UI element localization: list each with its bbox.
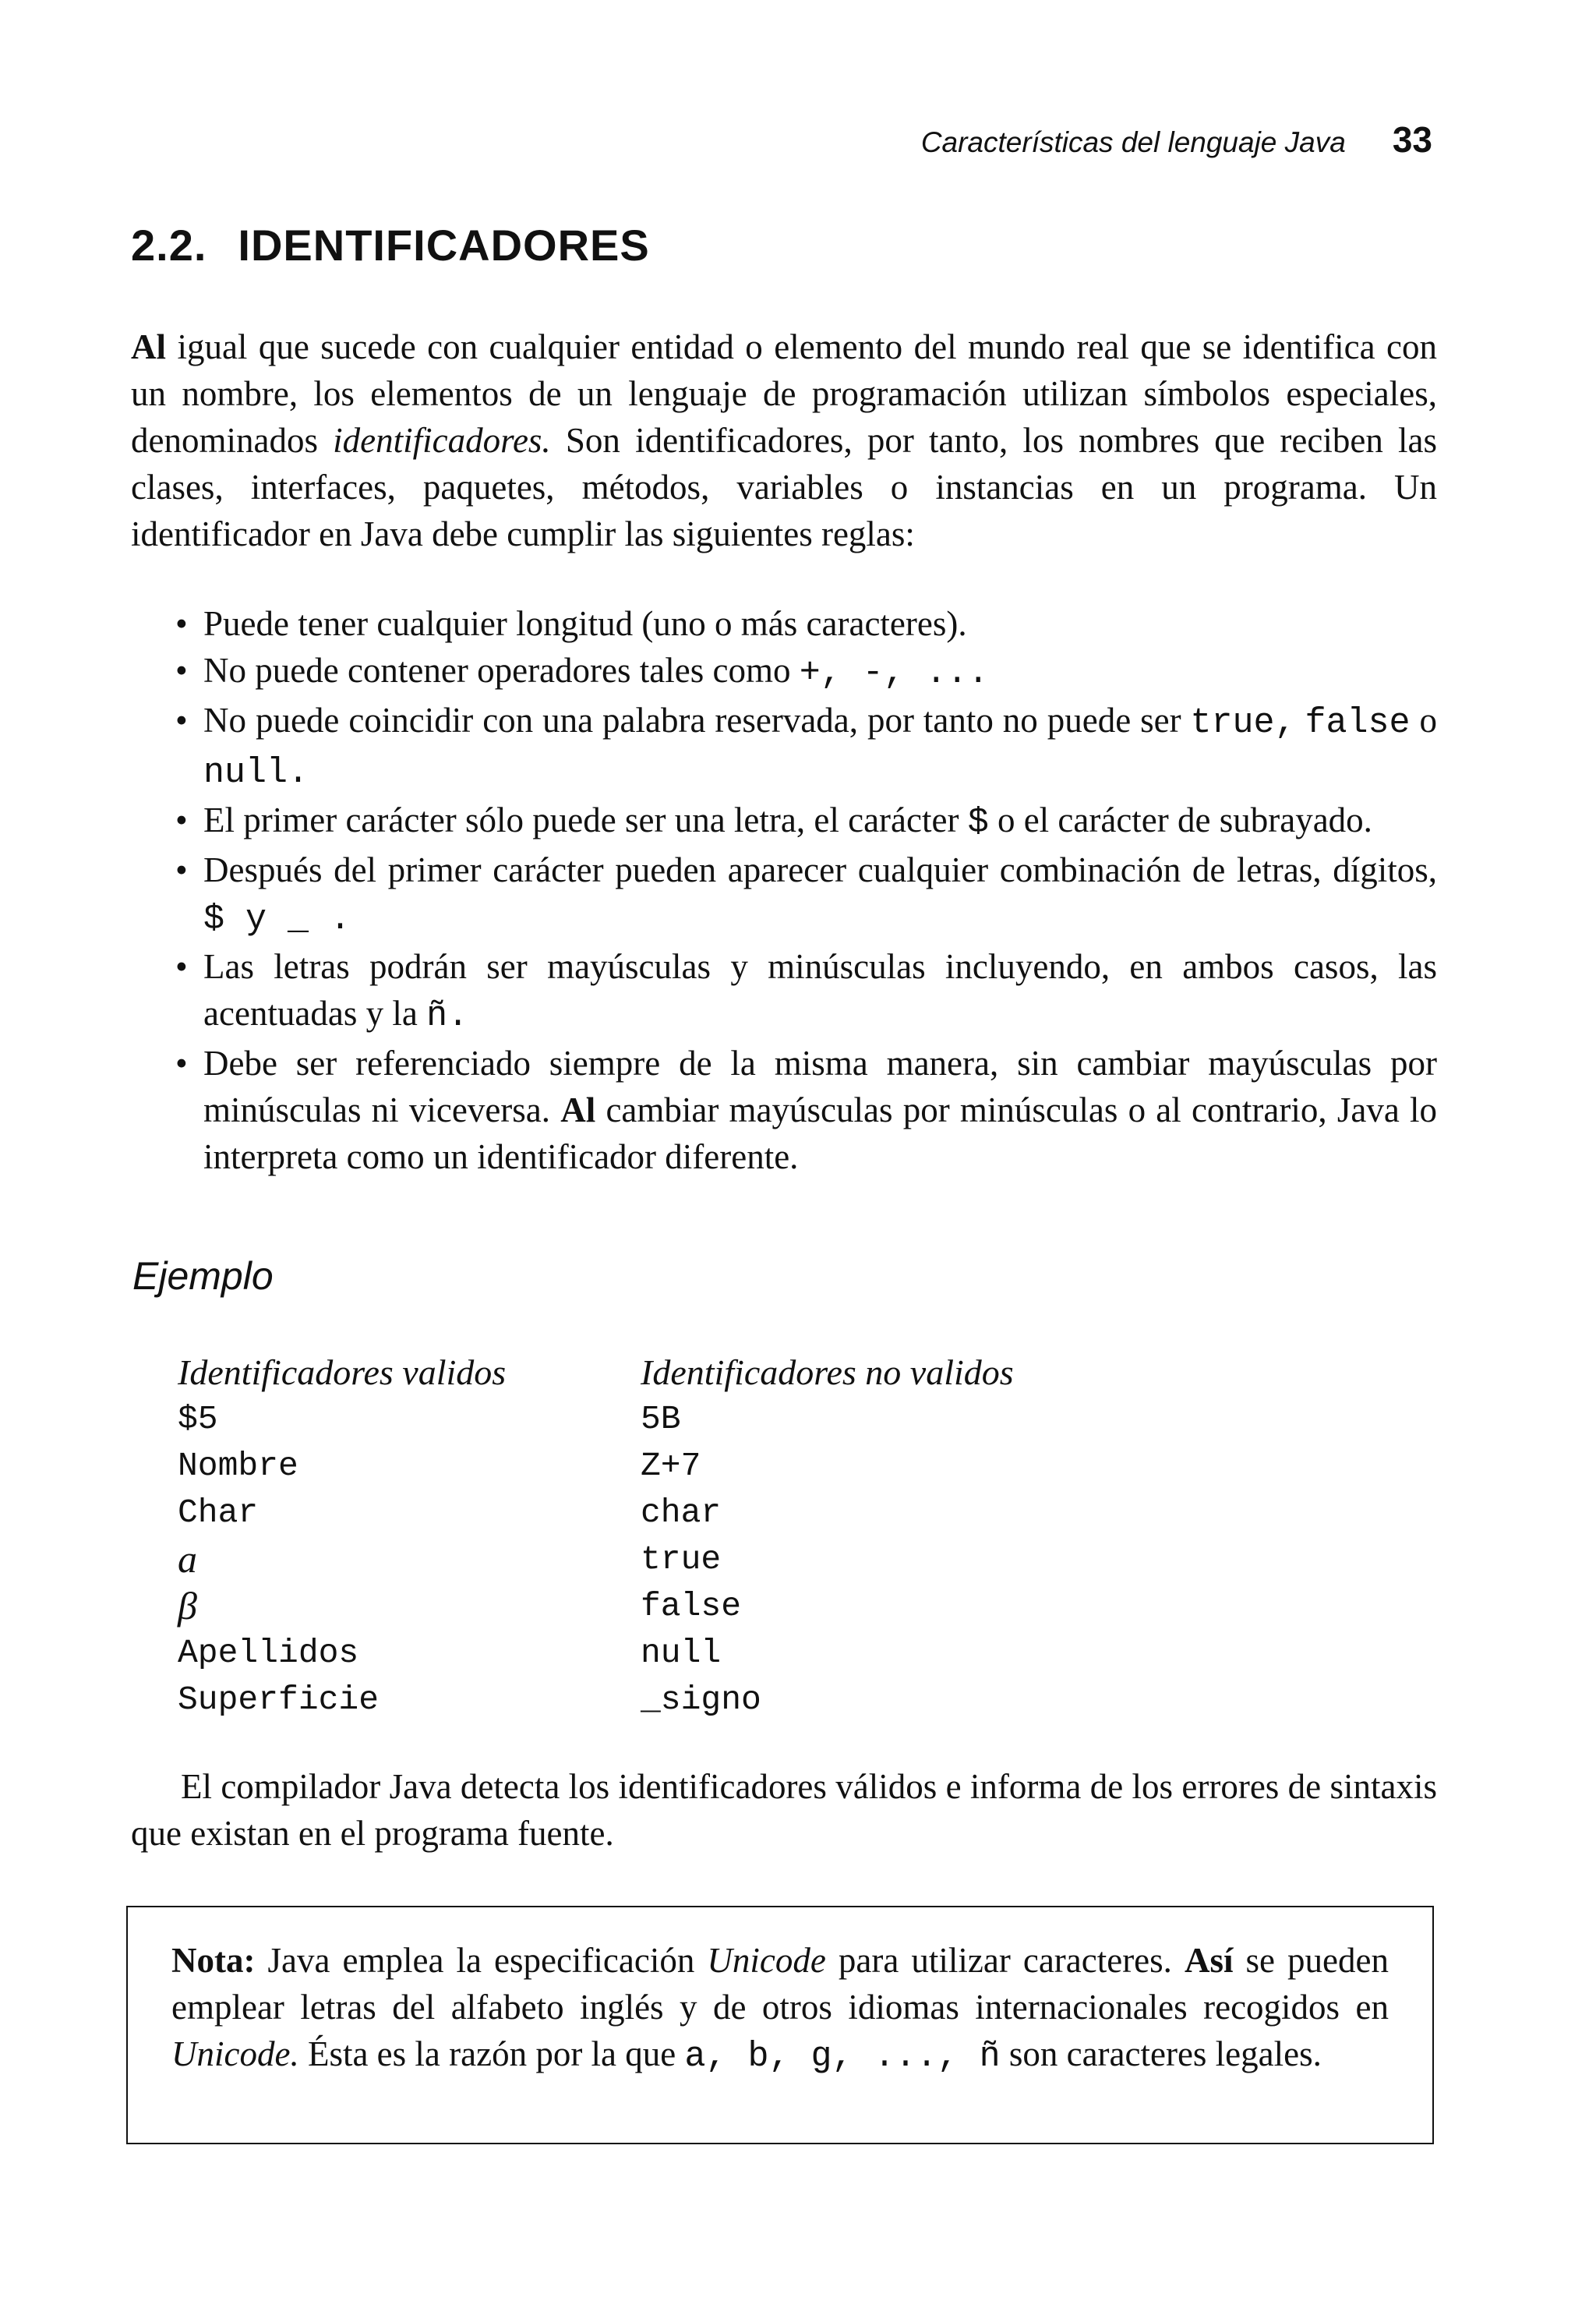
intro-term: identificadores. bbox=[333, 421, 551, 460]
note-chars: a, b, g, ..., ñ bbox=[684, 2037, 1001, 2076]
invalid-identifier: _signo bbox=[641, 1680, 761, 1719]
rule-code: false bbox=[1305, 703, 1411, 743]
rule-code: $ y _ . bbox=[203, 899, 351, 939]
rule-item bbox=[175, 697, 1437, 797]
table-row bbox=[178, 1582, 1014, 1629]
running-header bbox=[921, 118, 1432, 161]
rule-code: $ bbox=[967, 803, 989, 843]
example-heading: Ejemplo bbox=[132, 1254, 274, 1298]
rule-item bbox=[175, 600, 1437, 647]
rule-code: ñ. bbox=[426, 996, 469, 1036]
rule-item bbox=[175, 797, 1437, 846]
valid-identifier: Nombre bbox=[178, 1446, 298, 1485]
section-title-text: IDENTIFICADORES bbox=[238, 221, 650, 270]
note-paragraph bbox=[171, 1937, 1389, 2080]
conclusion-paragraph: El compilador Java detecta los identificadores válidos e informa de los errores de sintaxis que existan en el programa fuente. bbox=[131, 1767, 1437, 1853]
rule-bold: Al bbox=[560, 1090, 596, 1129]
rule-code: true, bbox=[1190, 703, 1296, 743]
note-text: Java emplea la especificación bbox=[255, 1941, 708, 1980]
invalid-identifier: true bbox=[641, 1539, 722, 1578]
valid-identifier: β bbox=[178, 1584, 197, 1628]
note-text: son caracteres legales. bbox=[1000, 2034, 1322, 2073]
rule-item bbox=[175, 846, 1437, 943]
valid-identifier: Superficie bbox=[178, 1680, 380, 1719]
note-box bbox=[126, 1906, 1434, 2144]
invalid-identifier: char bbox=[641, 1493, 722, 1532]
rule-code: null. bbox=[203, 753, 309, 793]
valid-column-header: Identificadores validos bbox=[178, 1352, 507, 1392]
table-row bbox=[178, 1395, 1014, 1442]
intro-part2: Son identificadores, por tanto, los nombres que reciben las clases, interfaces, paquetes, métodos, variables o instancias en un programa. Un identificador en Java debe cumplir las siguientes reglas: bbox=[131, 421, 1437, 553]
table-row bbox=[178, 1629, 1014, 1676]
rule-item bbox=[175, 647, 1437, 697]
page-number: 33 bbox=[1392, 119, 1432, 160]
rules-list bbox=[175, 600, 1437, 1180]
invalid-identifier: 5B bbox=[641, 1399, 681, 1438]
note-label: Nota: bbox=[171, 1941, 256, 1980]
identifiers-table bbox=[178, 1348, 1014, 1723]
valid-identifier: Char bbox=[178, 1493, 259, 1532]
valid-identifier: $5 bbox=[178, 1399, 218, 1438]
invalid-identifier: false bbox=[641, 1586, 742, 1625]
table-row bbox=[178, 1676, 1014, 1723]
rule-item bbox=[175, 1040, 1437, 1180]
running-title: Características del lenguaje Java bbox=[920, 126, 1346, 158]
valid-identifier: a bbox=[178, 1537, 197, 1581]
rule-item bbox=[175, 943, 1437, 1040]
invalid-identifier: Z+7 bbox=[641, 1446, 701, 1485]
section-number: 2.2. bbox=[131, 221, 207, 270]
table-row bbox=[178, 1442, 1014, 1489]
rule-text: Las letras podrán ser mayúsculas y minúsculas incluyendo, en ambos casos, las acentuadas y la bbox=[203, 947, 1437, 1033]
rule-text: Puede tener cualquier longitud (uno o más caracteres). bbox=[203, 604, 967, 643]
note-unicode: Unicode bbox=[707, 1941, 826, 1980]
rule-code: +, -, ... bbox=[799, 653, 989, 693]
rule-text: cambiar mayúsculas por minúsculas o al contrario, Java lo interpreta como un identificador diferente. bbox=[203, 1090, 1437, 1176]
rule-text: Después del primer carácter pueden aparecer cualquier combinación de letras, dígitos, bbox=[203, 850, 1437, 889]
rule-text: No puede contener operadores tales como bbox=[203, 651, 800, 690]
intro-paragraph bbox=[131, 323, 1437, 557]
note-text: para utilizar caracteres. bbox=[825, 1941, 1185, 1980]
intro-part1: igual que sucede con cualquier entidad o elemento del mundo real que se identifica con un nombre, los elementos de un lenguaje de programación utilizan símbolos especiales, denominados bbox=[131, 327, 1437, 460]
rule-text: o bbox=[1410, 701, 1438, 740]
rule-text: o el carácter de subrayado. bbox=[988, 801, 1372, 839]
table-row bbox=[178, 1489, 1014, 1536]
rule-text: No puede coincidir con una palabra reservada, por tanto no puede ser bbox=[203, 701, 1191, 740]
note-unicode: Unicode. bbox=[171, 2034, 299, 2073]
note-text: Ésta es la razón por la que bbox=[298, 2034, 685, 2073]
valid-identifier: Apellidos bbox=[178, 1633, 359, 1672]
rule-text: El primer carácter sólo puede ser una letra, el carácter bbox=[203, 801, 968, 839]
section-title bbox=[131, 220, 650, 270]
table-row bbox=[178, 1536, 1014, 1582]
invalid-column-header: Identificadores no validos bbox=[641, 1352, 1014, 1392]
intro-lead: Al bbox=[131, 327, 166, 366]
table-header-row bbox=[178, 1348, 1014, 1395]
note-asi: Así bbox=[1184, 1941, 1234, 1980]
rule-text: Debe ser referenciado siempre de la misma manera, sin cambiar mayúsculas por minúsculas ni viceversa. bbox=[203, 1044, 1437, 1129]
invalid-identifier: null bbox=[641, 1633, 722, 1672]
note-text: se pueden emplear letras del alfabeto inglés y de otros idiomas internacionales recogidos en bbox=[171, 1941, 1389, 2027]
